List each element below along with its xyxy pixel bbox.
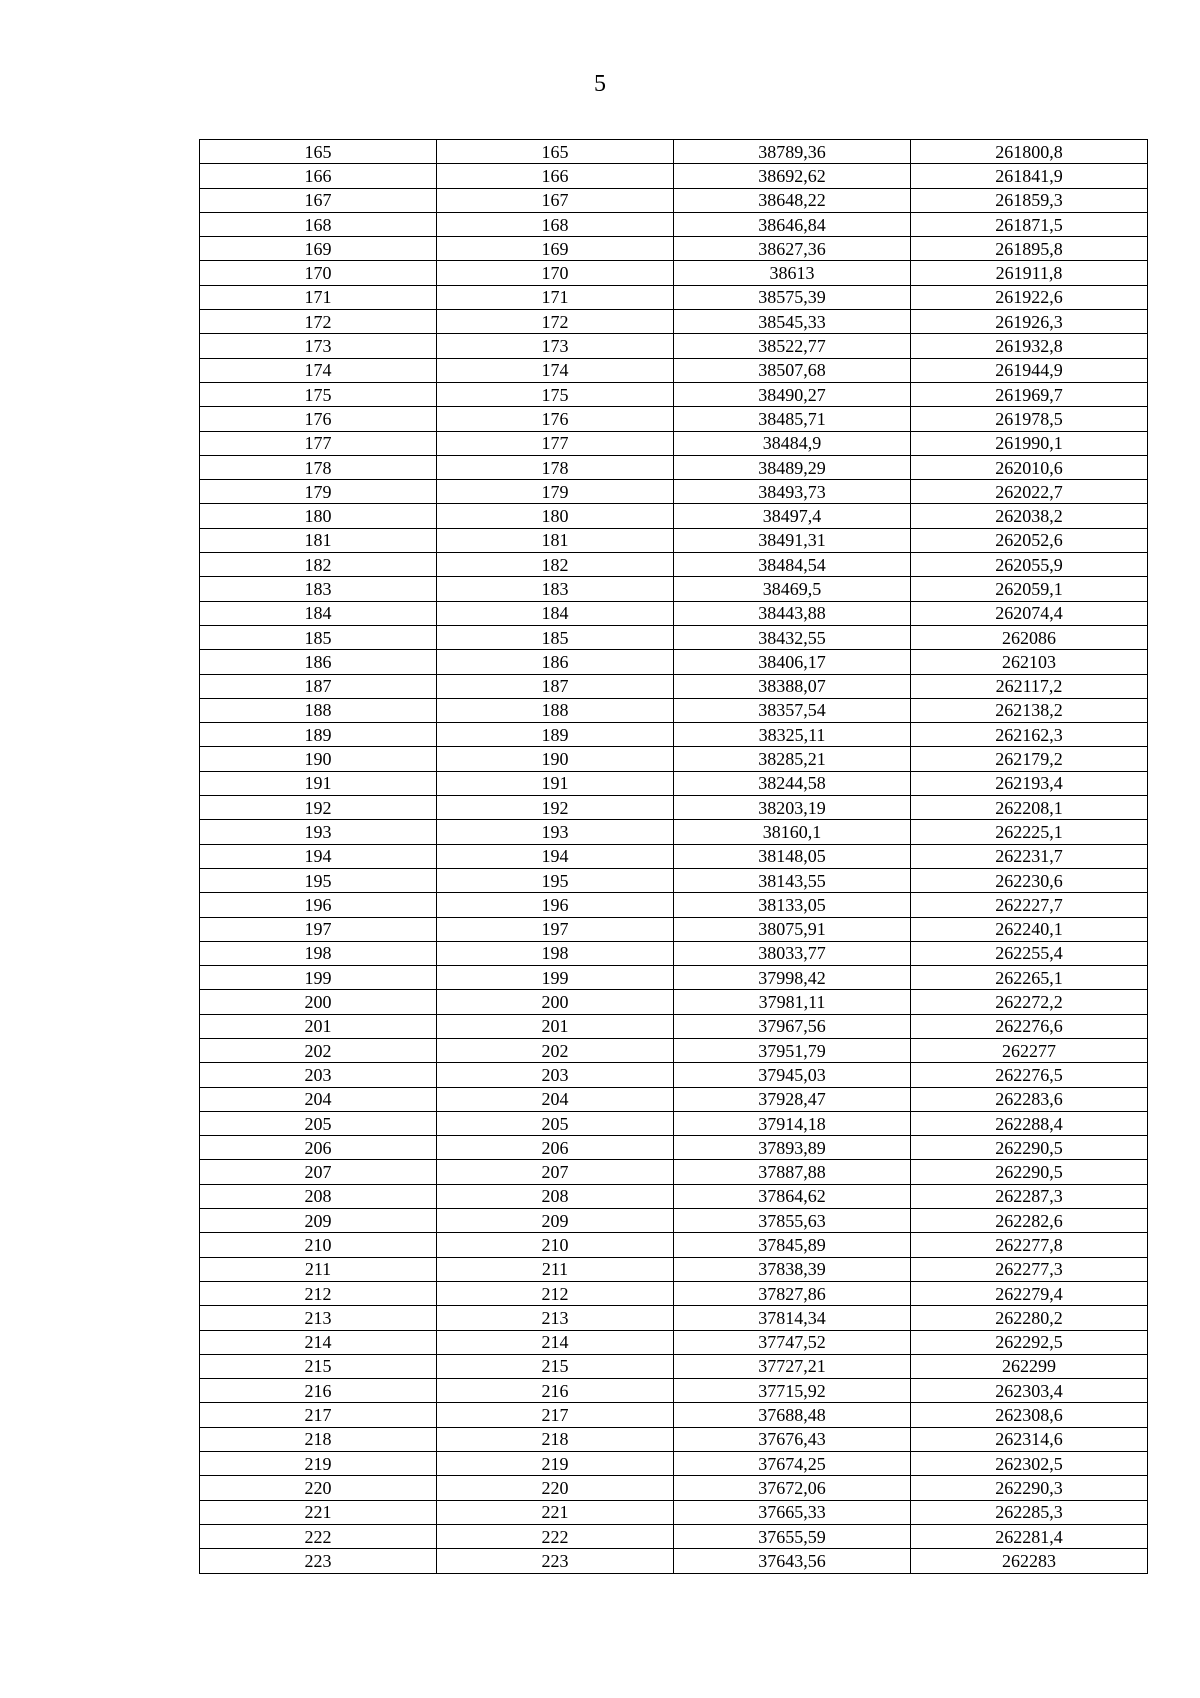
point-index-cell: 168	[437, 212, 674, 236]
y-coordinate-cell: 261932,8	[911, 334, 1148, 358]
x-coordinate-cell: 38493,73	[674, 480, 911, 504]
point-index-cell: 192	[437, 796, 674, 820]
y-coordinate-cell: 262290,3	[911, 1476, 1148, 1500]
point-number-cell: 193	[200, 820, 437, 844]
point-index-cell: 166	[437, 164, 674, 188]
y-coordinate-cell: 262290,5	[911, 1160, 1148, 1184]
point-number-cell: 206	[200, 1136, 437, 1160]
table-row	[200, 674, 1148, 698]
point-index-cell: 222	[437, 1524, 674, 1548]
point-number-cell: 201	[200, 1014, 437, 1038]
point-number-cell: 173	[200, 334, 437, 358]
point-index-cell: 220	[437, 1476, 674, 1500]
y-coordinate-cell: 262022,7	[911, 480, 1148, 504]
point-number-cell: 221	[200, 1500, 437, 1524]
y-coordinate-cell: 262302,5	[911, 1452, 1148, 1476]
table-row	[200, 212, 1148, 236]
table-row	[200, 723, 1148, 747]
point-index-cell: 213	[437, 1306, 674, 1330]
y-coordinate-cell: 262285,3	[911, 1500, 1148, 1524]
table-row	[200, 334, 1148, 358]
table-row	[200, 528, 1148, 552]
table-row	[200, 917, 1148, 941]
y-coordinate-cell: 262277,8	[911, 1233, 1148, 1257]
y-coordinate-cell: 262117,2	[911, 674, 1148, 698]
x-coordinate-cell: 38388,07	[674, 674, 911, 698]
point-index-cell: 174	[437, 358, 674, 382]
x-coordinate-cell: 37674,25	[674, 1452, 911, 1476]
x-coordinate-cell: 38575,39	[674, 285, 911, 309]
point-index-cell: 185	[437, 625, 674, 649]
point-number-cell: 211	[200, 1257, 437, 1281]
point-number-cell: 210	[200, 1233, 437, 1257]
x-coordinate-cell: 38545,33	[674, 310, 911, 334]
x-coordinate-cell: 37688,48	[674, 1403, 911, 1427]
point-index-cell: 193	[437, 820, 674, 844]
table-row	[200, 966, 1148, 990]
x-coordinate-cell: 38613	[674, 261, 911, 285]
y-coordinate-cell: 262290,5	[911, 1136, 1148, 1160]
point-number-cell: 197	[200, 917, 437, 941]
y-coordinate-cell: 262230,6	[911, 868, 1148, 892]
y-coordinate-cell: 262283,6	[911, 1087, 1148, 1111]
y-coordinate-cell: 262138,2	[911, 698, 1148, 722]
y-coordinate-cell: 261859,3	[911, 188, 1148, 212]
y-coordinate-cell: 262280,2	[911, 1306, 1148, 1330]
x-coordinate-cell: 37981,11	[674, 990, 911, 1014]
point-number-cell: 217	[200, 1403, 437, 1427]
y-coordinate-cell: 262103	[911, 650, 1148, 674]
point-index-cell: 219	[437, 1452, 674, 1476]
point-index-cell: 169	[437, 237, 674, 261]
point-number-cell: 205	[200, 1111, 437, 1135]
x-coordinate-cell: 37855,63	[674, 1209, 911, 1233]
y-coordinate-cell: 262240,1	[911, 917, 1148, 941]
point-number-cell: 198	[200, 941, 437, 965]
y-coordinate-cell: 262055,9	[911, 553, 1148, 577]
y-coordinate-cell: 262283	[911, 1549, 1148, 1573]
point-number-cell: 202	[200, 1038, 437, 1062]
table-row	[200, 893, 1148, 917]
x-coordinate-cell: 37864,62	[674, 1184, 911, 1208]
y-coordinate-cell: 262276,5	[911, 1063, 1148, 1087]
x-coordinate-cell: 37672,06	[674, 1476, 911, 1500]
table-row	[200, 1014, 1148, 1038]
x-coordinate-cell: 38648,22	[674, 188, 911, 212]
point-index-cell: 217	[437, 1403, 674, 1427]
y-coordinate-cell: 262231,7	[911, 844, 1148, 868]
point-index-cell: 187	[437, 674, 674, 698]
point-number-cell: 179	[200, 480, 437, 504]
point-number-cell: 209	[200, 1209, 437, 1233]
point-index-cell: 196	[437, 893, 674, 917]
y-coordinate-cell: 262193,4	[911, 771, 1148, 795]
table-row	[200, 1306, 1148, 1330]
x-coordinate-cell: 38133,05	[674, 893, 911, 917]
point-index-cell: 189	[437, 723, 674, 747]
point-index-cell: 211	[437, 1257, 674, 1281]
point-number-cell: 190	[200, 747, 437, 771]
y-coordinate-cell: 262299	[911, 1354, 1148, 1378]
x-coordinate-cell: 37655,59	[674, 1524, 911, 1548]
table-row	[200, 844, 1148, 868]
y-coordinate-cell: 262276,6	[911, 1014, 1148, 1038]
x-coordinate-cell: 37727,21	[674, 1354, 911, 1378]
point-index-cell: 214	[437, 1330, 674, 1354]
y-coordinate-cell: 262038,2	[911, 504, 1148, 528]
x-coordinate-cell: 38692,62	[674, 164, 911, 188]
point-number-cell: 199	[200, 966, 437, 990]
point-number-cell: 203	[200, 1063, 437, 1087]
point-number-cell: 192	[200, 796, 437, 820]
table-row	[200, 868, 1148, 892]
x-coordinate-cell: 38469,5	[674, 577, 911, 601]
point-index-cell: 199	[437, 966, 674, 990]
y-coordinate-cell: 262281,4	[911, 1524, 1148, 1548]
point-index-cell: 179	[437, 480, 674, 504]
y-coordinate-cell: 261990,1	[911, 431, 1148, 455]
y-coordinate-cell: 262179,2	[911, 747, 1148, 771]
x-coordinate-cell: 37893,89	[674, 1136, 911, 1160]
point-index-cell: 201	[437, 1014, 674, 1038]
table-row	[200, 771, 1148, 795]
table-row	[200, 237, 1148, 261]
table-row	[200, 358, 1148, 382]
table-row	[200, 140, 1148, 164]
x-coordinate-cell: 37665,33	[674, 1500, 911, 1524]
y-coordinate-cell: 262265,1	[911, 966, 1148, 990]
point-number-cell: 196	[200, 893, 437, 917]
point-number-cell: 181	[200, 528, 437, 552]
point-number-cell: 208	[200, 1184, 437, 1208]
table-row	[200, 1233, 1148, 1257]
point-number-cell: 169	[200, 237, 437, 261]
x-coordinate-cell: 38432,55	[674, 625, 911, 649]
point-number-cell: 189	[200, 723, 437, 747]
x-coordinate-cell: 38789,36	[674, 140, 911, 164]
table-row	[200, 625, 1148, 649]
x-coordinate-cell: 38490,27	[674, 382, 911, 406]
x-coordinate-cell: 38075,91	[674, 917, 911, 941]
point-number-cell: 176	[200, 407, 437, 431]
table-row	[200, 1087, 1148, 1111]
point-index-cell: 167	[437, 188, 674, 212]
table-row	[200, 1209, 1148, 1233]
y-coordinate-cell: 262059,1	[911, 577, 1148, 601]
x-coordinate-cell: 38489,29	[674, 455, 911, 479]
point-number-cell: 183	[200, 577, 437, 601]
y-coordinate-cell: 261926,3	[911, 310, 1148, 334]
point-number-cell: 213	[200, 1306, 437, 1330]
x-coordinate-cell: 37814,34	[674, 1306, 911, 1330]
table-row	[200, 480, 1148, 504]
point-index-cell: 191	[437, 771, 674, 795]
point-index-cell: 203	[437, 1063, 674, 1087]
point-index-cell: 198	[437, 941, 674, 965]
y-coordinate-cell: 262308,6	[911, 1403, 1148, 1427]
y-coordinate-cell: 261841,9	[911, 164, 1148, 188]
table-row	[200, 504, 1148, 528]
table-row	[200, 820, 1148, 844]
y-coordinate-cell: 261911,8	[911, 261, 1148, 285]
point-index-cell: 200	[437, 990, 674, 1014]
y-coordinate-cell: 262255,4	[911, 941, 1148, 965]
y-coordinate-cell: 261944,9	[911, 358, 1148, 382]
table-row	[200, 1136, 1148, 1160]
point-index-cell: 188	[437, 698, 674, 722]
y-coordinate-cell: 262162,3	[911, 723, 1148, 747]
table-row	[200, 310, 1148, 334]
point-number-cell: 200	[200, 990, 437, 1014]
table-row	[200, 1184, 1148, 1208]
table-row	[200, 601, 1148, 625]
table-row	[200, 1257, 1148, 1281]
x-coordinate-cell: 38485,71	[674, 407, 911, 431]
point-index-cell: 186	[437, 650, 674, 674]
table-row	[200, 650, 1148, 674]
point-number-cell: 178	[200, 455, 437, 479]
y-coordinate-cell: 261969,7	[911, 382, 1148, 406]
y-coordinate-cell: 261800,8	[911, 140, 1148, 164]
point-number-cell: 222	[200, 1524, 437, 1548]
point-number-cell: 166	[200, 164, 437, 188]
point-index-cell: 173	[437, 334, 674, 358]
point-index-cell: 221	[437, 1500, 674, 1524]
table-row	[200, 1281, 1148, 1305]
point-number-cell: 172	[200, 310, 437, 334]
point-number-cell: 170	[200, 261, 437, 285]
point-number-cell: 214	[200, 1330, 437, 1354]
point-number-cell: 185	[200, 625, 437, 649]
x-coordinate-cell: 37887,88	[674, 1160, 911, 1184]
x-coordinate-cell: 37838,39	[674, 1257, 911, 1281]
x-coordinate-cell: 37676,43	[674, 1427, 911, 1451]
point-index-cell: 212	[437, 1281, 674, 1305]
table-row	[200, 577, 1148, 601]
point-index-cell: 209	[437, 1209, 674, 1233]
point-number-cell: 218	[200, 1427, 437, 1451]
coordinates-table	[199, 139, 1148, 1574]
y-coordinate-cell: 262272,2	[911, 990, 1148, 1014]
y-coordinate-cell: 262277,3	[911, 1257, 1148, 1281]
point-index-cell: 216	[437, 1379, 674, 1403]
point-index-cell: 205	[437, 1111, 674, 1135]
point-index-cell: 210	[437, 1233, 674, 1257]
point-index-cell: 182	[437, 553, 674, 577]
x-coordinate-cell: 38443,88	[674, 601, 911, 625]
y-coordinate-cell: 262279,4	[911, 1281, 1148, 1305]
table-row	[200, 1160, 1148, 1184]
table-row	[200, 747, 1148, 771]
point-index-cell: 197	[437, 917, 674, 941]
point-number-cell: 207	[200, 1160, 437, 1184]
table-row	[200, 1403, 1148, 1427]
point-index-cell: 183	[437, 577, 674, 601]
x-coordinate-cell: 37951,79	[674, 1038, 911, 1062]
point-number-cell: 194	[200, 844, 437, 868]
x-coordinate-cell: 38033,77	[674, 941, 911, 965]
y-coordinate-cell: 262010,6	[911, 455, 1148, 479]
point-number-cell: 223	[200, 1549, 437, 1573]
x-coordinate-cell: 37998,42	[674, 966, 911, 990]
point-number-cell: 212	[200, 1281, 437, 1305]
table-row	[200, 1476, 1148, 1500]
table-row	[200, 188, 1148, 212]
point-number-cell: 175	[200, 382, 437, 406]
table-row	[200, 261, 1148, 285]
point-index-cell: 218	[437, 1427, 674, 1451]
point-index-cell: 202	[437, 1038, 674, 1062]
x-coordinate-cell: 38203,19	[674, 796, 911, 820]
y-coordinate-cell: 262052,6	[911, 528, 1148, 552]
point-index-cell: 180	[437, 504, 674, 528]
x-coordinate-cell: 38357,54	[674, 698, 911, 722]
point-number-cell: 215	[200, 1354, 437, 1378]
point-number-cell: 165	[200, 140, 437, 164]
point-index-cell: 175	[437, 382, 674, 406]
table-row	[200, 164, 1148, 188]
y-coordinate-cell: 262282,6	[911, 1209, 1148, 1233]
x-coordinate-cell: 38491,31	[674, 528, 911, 552]
point-number-cell: 177	[200, 431, 437, 455]
table-row	[200, 941, 1148, 965]
x-coordinate-cell: 38160,1	[674, 820, 911, 844]
y-coordinate-cell: 262288,4	[911, 1111, 1148, 1135]
y-coordinate-cell: 261978,5	[911, 407, 1148, 431]
y-coordinate-cell: 262287,3	[911, 1184, 1148, 1208]
x-coordinate-cell: 37945,03	[674, 1063, 911, 1087]
table-row	[200, 796, 1148, 820]
point-number-cell: 219	[200, 1452, 437, 1476]
x-coordinate-cell: 38497,4	[674, 504, 911, 528]
point-index-cell: 194	[437, 844, 674, 868]
y-coordinate-cell: 262314,6	[911, 1427, 1148, 1451]
x-coordinate-cell: 38285,21	[674, 747, 911, 771]
y-coordinate-cell: 262086	[911, 625, 1148, 649]
x-coordinate-cell: 37827,86	[674, 1281, 911, 1305]
x-coordinate-cell: 38522,77	[674, 334, 911, 358]
table-row	[200, 1524, 1148, 1548]
table-body	[200, 140, 1148, 1574]
point-index-cell: 204	[437, 1087, 674, 1111]
x-coordinate-cell: 38627,36	[674, 237, 911, 261]
point-number-cell: 167	[200, 188, 437, 212]
point-index-cell: 170	[437, 261, 674, 285]
x-coordinate-cell: 37845,89	[674, 1233, 911, 1257]
x-coordinate-cell: 37928,47	[674, 1087, 911, 1111]
point-index-cell: 206	[437, 1136, 674, 1160]
y-coordinate-cell: 261922,6	[911, 285, 1148, 309]
table-row	[200, 1354, 1148, 1378]
point-number-cell: 216	[200, 1379, 437, 1403]
point-index-cell: 223	[437, 1549, 674, 1573]
x-coordinate-cell: 38484,54	[674, 553, 911, 577]
point-index-cell: 165	[437, 140, 674, 164]
table-row	[200, 455, 1148, 479]
x-coordinate-cell: 38143,55	[674, 868, 911, 892]
point-index-cell: 208	[437, 1184, 674, 1208]
table-row	[200, 1038, 1148, 1062]
point-number-cell: 220	[200, 1476, 437, 1500]
point-number-cell: 188	[200, 698, 437, 722]
point-number-cell: 204	[200, 1087, 437, 1111]
point-index-cell: 178	[437, 455, 674, 479]
point-number-cell: 186	[200, 650, 437, 674]
x-coordinate-cell: 38244,58	[674, 771, 911, 795]
point-number-cell: 174	[200, 358, 437, 382]
table-row	[200, 698, 1148, 722]
point-index-cell: 207	[437, 1160, 674, 1184]
y-coordinate-cell: 262292,5	[911, 1330, 1148, 1354]
x-coordinate-cell: 38646,84	[674, 212, 911, 236]
point-index-cell: 176	[437, 407, 674, 431]
table-row	[200, 431, 1148, 455]
table-row	[200, 382, 1148, 406]
x-coordinate-cell: 37967,56	[674, 1014, 911, 1038]
point-number-cell: 191	[200, 771, 437, 795]
x-coordinate-cell: 38325,11	[674, 723, 911, 747]
point-index-cell: 177	[437, 431, 674, 455]
y-coordinate-cell: 261871,5	[911, 212, 1148, 236]
table-row	[200, 553, 1148, 577]
x-coordinate-cell: 38406,17	[674, 650, 911, 674]
y-coordinate-cell: 262225,1	[911, 820, 1148, 844]
point-index-cell: 181	[437, 528, 674, 552]
point-index-cell: 195	[437, 868, 674, 892]
table-row	[200, 1063, 1148, 1087]
point-number-cell: 180	[200, 504, 437, 528]
point-index-cell: 215	[437, 1354, 674, 1378]
y-coordinate-cell: 261895,8	[911, 237, 1148, 261]
point-index-cell: 171	[437, 285, 674, 309]
table-row	[200, 1379, 1148, 1403]
x-coordinate-cell: 38484,9	[674, 431, 911, 455]
y-coordinate-cell: 262277	[911, 1038, 1148, 1062]
point-number-cell: 168	[200, 212, 437, 236]
y-coordinate-cell: 262303,4	[911, 1379, 1148, 1403]
point-number-cell: 182	[200, 553, 437, 577]
point-index-cell: 190	[437, 747, 674, 771]
table-row	[200, 407, 1148, 431]
table-row	[200, 1427, 1148, 1451]
point-number-cell: 184	[200, 601, 437, 625]
point-index-cell: 184	[437, 601, 674, 625]
x-coordinate-cell: 38507,68	[674, 358, 911, 382]
table-row	[200, 1330, 1148, 1354]
x-coordinate-cell: 37747,52	[674, 1330, 911, 1354]
table-row	[200, 285, 1148, 309]
point-number-cell: 195	[200, 868, 437, 892]
table-row	[200, 990, 1148, 1014]
table-row	[200, 1452, 1148, 1476]
point-number-cell: 171	[200, 285, 437, 309]
x-coordinate-cell: 37715,92	[674, 1379, 911, 1403]
y-coordinate-cell: 262208,1	[911, 796, 1148, 820]
table-row	[200, 1111, 1148, 1135]
x-coordinate-cell: 37643,56	[674, 1549, 911, 1573]
y-coordinate-cell: 262227,7	[911, 893, 1148, 917]
page-number: 5	[594, 71, 606, 97]
y-coordinate-cell: 262074,4	[911, 601, 1148, 625]
table-row	[200, 1500, 1148, 1524]
x-coordinate-cell: 38148,05	[674, 844, 911, 868]
point-number-cell: 187	[200, 674, 437, 698]
point-index-cell: 172	[437, 310, 674, 334]
table-row	[200, 1549, 1148, 1573]
x-coordinate-cell: 37914,18	[674, 1111, 911, 1135]
